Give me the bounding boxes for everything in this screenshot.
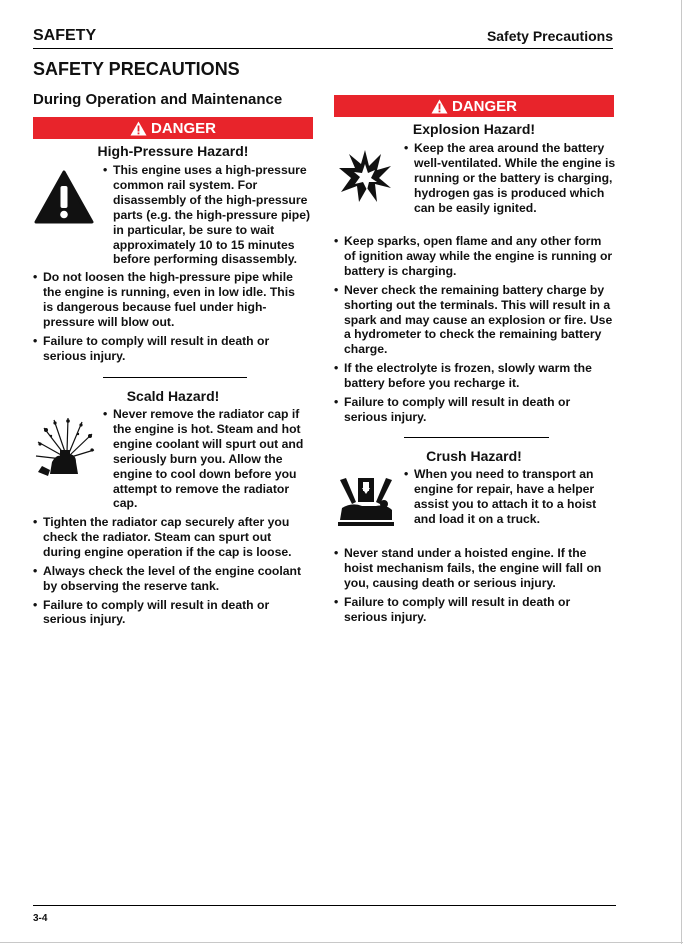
warning-triangle-icon xyxy=(34,170,94,224)
high-pressure-list xyxy=(33,270,308,367)
page-number: 3-4 xyxy=(33,913,48,924)
warning-triangle-small-icon xyxy=(431,99,448,114)
list-item: • Failure to comply will result in death or serious injury. xyxy=(33,334,308,364)
list-item: • Never stand under a hoisted engine. If the hoist mechanism fails, the engine will fall on you, causing death or serious injury. xyxy=(334,546,614,591)
high-pressure-indented-list xyxy=(103,163,315,271)
scald-list xyxy=(33,515,308,631)
hazard-title-explosion: Explosion Hazard! xyxy=(412,121,536,137)
list-item: • Never check the remaining battery charge by shorting out the terminals. This will result in a spark and may cause an explosion or fire. Use a hydrometer to check the remaining battery charge. xyxy=(334,283,614,358)
page-edge-bottom xyxy=(0,942,683,943)
warning-triangle-small-icon xyxy=(130,121,147,136)
list-item: • Never remove the radiator cap if the engine is hot. Steam and hot engine coolant will spurt out and seriously burn you. Allow the engine to cool down before you attempt to remove the radiator cap. xyxy=(103,407,315,511)
hazard-title-high-pressure: High-Pressure Hazard! xyxy=(97,143,249,159)
footer-rule xyxy=(33,905,616,906)
list-item: • Failure to comply will result in death or serious injury. xyxy=(334,395,614,425)
list-item: • Failure to comply will result in death or serious injury. xyxy=(334,595,614,625)
page-title: SAFETY PRECAUTIONS xyxy=(33,59,240,79)
list-item: • When you need to transport an engine for repair, have a helper assist you to attach it to a hoist and load it on a truck. xyxy=(404,467,616,527)
hazard-title-scald: Scald Hazard! xyxy=(126,388,220,404)
crush-indented-list xyxy=(404,467,616,531)
list-item: • Failure to comply will result in death or serious injury. xyxy=(33,598,308,628)
header-running-title: Safety Precautions xyxy=(486,28,613,44)
danger-banner-right xyxy=(334,95,614,117)
danger-label: DANGER xyxy=(451,97,517,115)
list-item: • Keep sparks, open flame and any other form of ignition away while the engine is running or battery is charging. xyxy=(334,234,614,279)
hazard-title-crush: Crush Hazard! xyxy=(426,448,522,464)
header-section: SAFETY xyxy=(33,27,97,44)
danger-banner-left xyxy=(33,117,313,139)
list-item: • If the electrolyte is frozen, slowly warm the battery before you recharge it. xyxy=(334,361,614,391)
separator-rule xyxy=(404,437,549,438)
page-edge-right xyxy=(681,0,682,944)
header-rule xyxy=(33,48,613,49)
scald-spray-icon xyxy=(34,414,96,478)
explosion-indented-list xyxy=(404,141,616,220)
list-item: • This engine uses a high-pressure common rail system. For disassembly of the high-pressure parts (e.g. the high-pressure pipe) in particular, be sure to wait approximately 10 to 15 minutes before performing disassembly. xyxy=(103,163,315,267)
crush-list xyxy=(334,546,614,629)
explosion-list xyxy=(334,234,614,429)
list-item: • Do not loosen the high-pressure pipe while the engine is running, even in low idle. This is dangerous because fuel under high-pressure will blow out. xyxy=(33,270,308,330)
crush-hoist-icon xyxy=(336,474,396,528)
list-item: • Tighten the radiator cap securely after you check the radiator. Steam can spurt out during engine operation if the cap is loose. xyxy=(33,515,308,560)
danger-label: DANGER xyxy=(150,119,216,137)
scald-indented-list xyxy=(103,407,315,515)
section-title: During Operation and Maintenance xyxy=(33,91,283,108)
list-item: • Keep the area around the battery well-ventilated. While the engine is running or the battery is charging, hydrogen gas is produced which can be easily ignited. xyxy=(404,141,616,216)
explosion-icon xyxy=(337,148,393,204)
list-item: • Always check the level of the engine coolant by observing the reserve tank. xyxy=(33,564,308,594)
separator-rule xyxy=(103,377,247,378)
